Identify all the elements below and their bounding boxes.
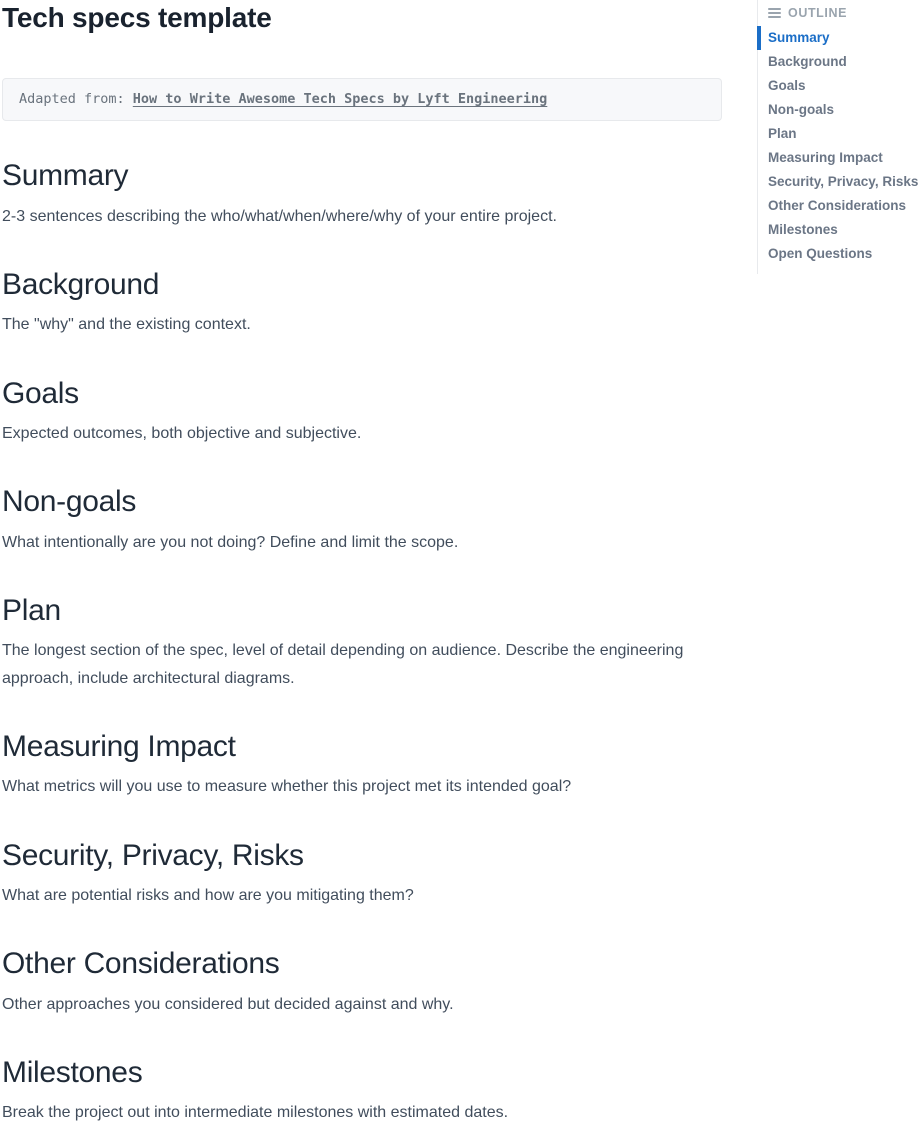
section-heading: Milestones <box>2 1055 143 1089</box>
section-plan <box>2 592 722 692</box>
section-description: What metrics will you use to measure whether this project met its intended goal? <box>2 778 572 796</box>
outline-panel <box>757 0 922 274</box>
outline-item-plan[interactable]: Plan <box>768 126 797 141</box>
source-note-prefix: Adapted from: <box>19 91 133 108</box>
section-description: Expected outcomes, both objective and subjective. <box>2 425 362 443</box>
outline-item-non-goals[interactable]: Non-goals <box>768 102 834 117</box>
section-background <box>2 266 722 339</box>
section-description: Other approaches you considered but decided against and why. <box>2 995 454 1013</box>
section-heading: Goals <box>2 376 79 410</box>
outline-item-other-considerations[interactable]: Other Considerations <box>768 198 907 213</box>
section-description: What are potential risks and how are you mitigating them? <box>2 887 414 904</box>
section-description: 2-3 sentences describing the who/what/when/where/why of your entire project. <box>2 207 557 225</box>
section-heading: Non-goals <box>2 485 137 519</box>
section-description: What intentionally are you not doing? Define and limit the scope. <box>2 533 459 551</box>
outline-item-background[interactable]: Background <box>768 54 847 69</box>
section-milestones <box>2 1054 722 1127</box>
section-description: The longest section of the spec, level of detail depending on audience. Describe the engineering approach, include architectural diagrams. <box>2 642 684 687</box>
section-goals <box>2 375 722 448</box>
section-heading: Other Considerations <box>2 947 280 981</box>
page-title: Tech specs template <box>2 2 272 33</box>
outline-label: OUTLINE <box>788 6 848 20</box>
document-content <box>2 2 722 1127</box>
section-summary <box>2 157 722 230</box>
section-heading: Plan <box>2 593 61 627</box>
source-note <box>2 78 722 121</box>
section-security-privacy-risks <box>2 837 722 910</box>
outline-header <box>758 5 922 26</box>
section-other-considerations <box>2 945 722 1018</box>
section-heading: Summary <box>2 159 129 193</box>
section-heading: Security, Privacy, Risks <box>2 838 304 872</box>
section-description: Break the project out into intermediate milestones with estimated dates. <box>2 1104 509 1122</box>
outline-menu-icon <box>768 8 781 18</box>
section-heading: Background <box>2 267 160 301</box>
outline-item-milestones[interactable]: Milestones <box>768 222 838 237</box>
outline-item-summary[interactable]: Summary <box>758 26 922 50</box>
outline-item-open-questions[interactable]: Open Questions <box>768 246 873 261</box>
section-description: The "why" and the existing context. <box>2 316 251 334</box>
outline-item-goals[interactable]: Goals <box>768 78 806 93</box>
section-measuring-impact <box>2 728 722 801</box>
outline-item-measuring-impact[interactable]: Measuring Impact <box>768 150 883 165</box>
outline-item-security-privacy-risks[interactable]: Security, Privacy, Risks <box>768 174 919 189</box>
source-link[interactable]: How to Write Awesome Tech Specs by Lyft Engineering <box>132 91 548 108</box>
section-heading: Measuring Impact <box>2 729 236 763</box>
section-non-goals <box>2 483 722 556</box>
